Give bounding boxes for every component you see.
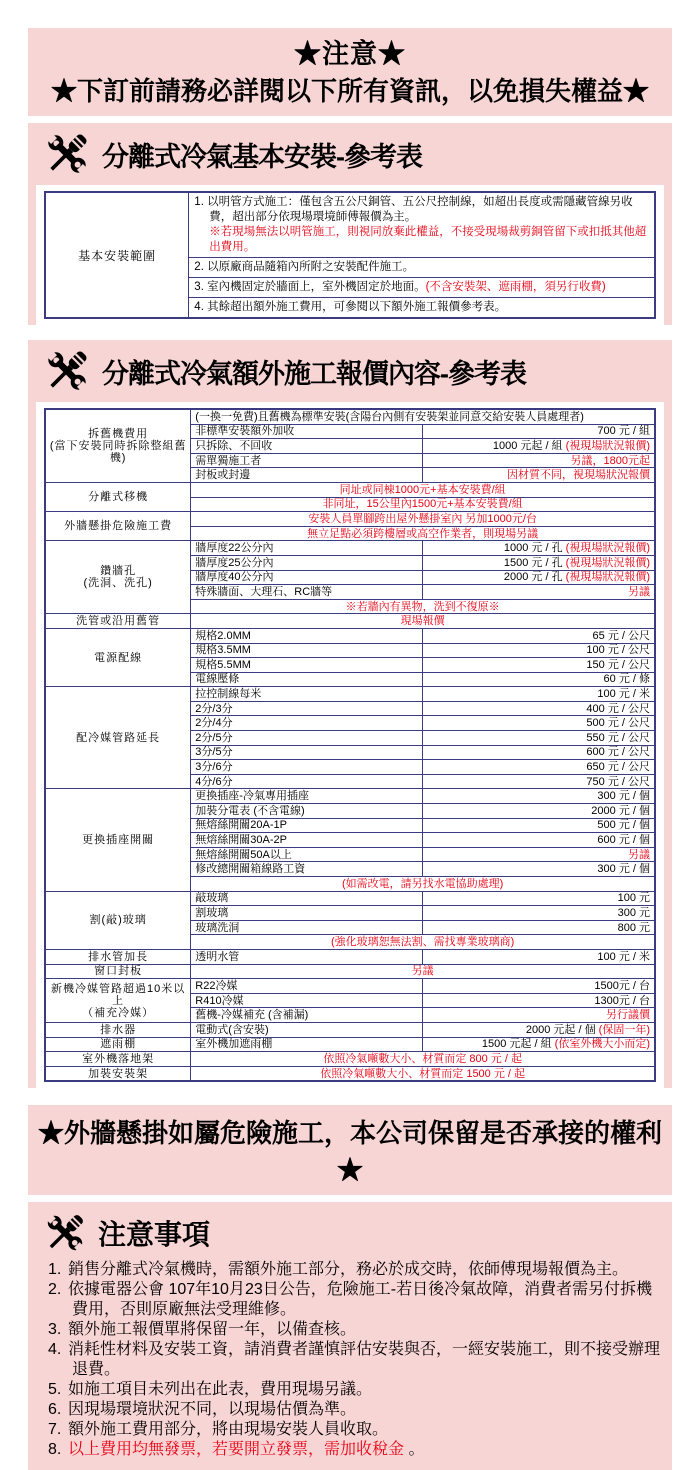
basic-rule-cell [189, 192, 655, 258]
row-group-label: 遮雨棚 [45, 1037, 191, 1052]
notes-section [28, 1202, 672, 1470]
notes-list [42, 1260, 662, 1460]
row-group-label: 外牆懸掛危險施工費 [45, 512, 191, 541]
table-row [45, 789, 655, 804]
table-row [45, 614, 655, 629]
fee-span-cell [191, 614, 655, 629]
note-number: 6. [48, 1401, 62, 1419]
fee-span-cell [191, 1052, 655, 1067]
fee-item-cell: 電線壓條 [191, 672, 423, 687]
fee-item-cell: 只拆除、不回收 [191, 439, 423, 454]
rule-text: 2. 以原廠商品隨箱內所附之安裝配件施工。 [194, 261, 415, 273]
fee-item-cell: 加裝分電表 (不含電線) [191, 804, 423, 819]
fee-value-cell [423, 1022, 655, 1037]
fee-item-cell: 3分/5分 [191, 745, 423, 760]
fee-text: 300 元 [617, 906, 650, 919]
fee-item-cell: 電動式(含安裝) [191, 1022, 423, 1037]
fee-text: 消耗性材料及安裝工資，請消費者謹慎評估安裝與否，一經安裝施工，則不接受辦理退費。 [68, 1341, 661, 1379]
fee-value-cell [423, 789, 655, 804]
fee-item-cell: 牆厚度22公分內 [191, 541, 423, 556]
fee-item-cell: 敲玻璃 [191, 891, 423, 906]
fee-text: 2000 元起 / 個 [525, 1023, 599, 1036]
fee-text: 400 元 / 公尺 [586, 702, 650, 715]
fee-value-cell [423, 453, 655, 468]
rule-warning-text: (不含安裝架、遮雨棚，須另行收費) [425, 281, 606, 293]
fee-span-cell [191, 526, 655, 541]
fee-text: 600 元 / 個 [597, 834, 650, 847]
fee-text: 300 元 / 個 [597, 790, 650, 803]
note-number: 1. [48, 1261, 62, 1279]
fee-text: 以上費用均無發票，若要開立發票，需加收稅金 [68, 1441, 405, 1459]
fee-value-cell [423, 687, 655, 702]
fee-text: 1500元 / 台 [594, 979, 650, 992]
fee-text: 無立足點必須跨樓層或高空作業者，則現場另議 [307, 527, 539, 540]
note-item [48, 1420, 662, 1440]
fee-text: 另議 [411, 965, 434, 978]
note-item [48, 1260, 662, 1280]
fee-text: 650 元 / 公尺 [586, 761, 650, 774]
fee-item-cell: 規格2.0MM [191, 628, 423, 643]
fee-item-cell: 2分/5分 [191, 731, 423, 746]
fee-text: (視現場狀況報價) [565, 439, 650, 452]
note-item [48, 1320, 662, 1340]
rule-text: 4. 其餘超出額外施工費用，可參閱以下額外施工報價參考表。 [194, 301, 507, 313]
fee-value-cell [423, 949, 655, 964]
row-group-label: 分離式移機 [45, 482, 191, 511]
fee-text: (強化玻璃恕無法割、需找專業玻璃商) [330, 936, 515, 949]
fee-item-cell: 3分/6分 [191, 760, 423, 775]
extra-fee-table [44, 408, 656, 1082]
page [0, 28, 700, 1470]
fee-text: 300 元 / 個 [597, 863, 650, 876]
fee-value-cell [423, 541, 655, 556]
fee-value-cell [423, 979, 655, 994]
fee-text: 100 元 / 公尺 [586, 644, 650, 657]
note-number: 8. [48, 1441, 62, 1459]
fee-text: (如需改電，請另找水電協助處理) [341, 877, 504, 890]
row-group-label: 加裝安裝架 [45, 1066, 191, 1081]
extra-fee-card [36, 402, 664, 1088]
fee-text: 60 元 / 條 [603, 673, 650, 686]
fee-value-cell [423, 891, 655, 906]
table-row [45, 541, 655, 556]
fee-value-cell [423, 643, 655, 658]
note-item [48, 1280, 662, 1320]
fee-text: (依室外機大小而定) [554, 1038, 650, 1051]
fee-item-cell: 非標準安裝額外加收 [191, 424, 423, 439]
fee-span-cell [191, 964, 655, 979]
fee-text: 1500 元 / 孔 [503, 556, 566, 569]
fee-text: 100 元 [617, 892, 650, 905]
extra-fee-titlebar [28, 340, 672, 398]
basic-rule-cell [189, 258, 655, 278]
fee-value-cell [423, 555, 655, 570]
table-row [45, 1037, 655, 1052]
fee-text: 100 元 / 米 [597, 688, 650, 701]
fee-text: 500 元 / 公尺 [586, 717, 650, 730]
fee-text: 1500 元起 / 組 [481, 1038, 555, 1051]
row-group-label: 基本安裝範圍 [45, 192, 189, 318]
fee-text: 2000 元 / 孔 [503, 571, 566, 584]
row-group-label: 排水器 [45, 1022, 191, 1037]
row-group-label: 洗管或沿用舊管 [45, 614, 191, 629]
fee-text: 700 元 / 組 [597, 425, 650, 438]
fee-text: 安裝人員單腳跨出屋外懸掛室內 另加1000元/台 [308, 512, 537, 525]
fee-item-cell: 規格5.5MM [191, 658, 423, 673]
fee-span-cell [191, 512, 655, 527]
fee-value-cell [423, 1008, 655, 1023]
extra-fee-title: 分離式冷氣額外施工報價內容-參考表 [102, 358, 526, 389]
basic-install-section [28, 123, 672, 325]
table-row [45, 1052, 655, 1067]
fee-text: 另議 [628, 848, 650, 861]
fee-value-cell [423, 804, 655, 819]
fee-value-cell [423, 570, 655, 585]
notes-title: 注意事項 [98, 1219, 211, 1251]
fee-value-cell [423, 833, 655, 848]
table-row [45, 964, 655, 979]
note-number: 5. [48, 1381, 62, 1399]
fee-item-cell: 修改總開關箱線路工資 [191, 862, 423, 877]
fee-value-cell [423, 672, 655, 687]
fee-value-cell [423, 993, 655, 1008]
fee-value-cell [423, 701, 655, 716]
fee-span-cell [191, 482, 655, 497]
fee-text: (保固一年) [598, 1023, 650, 1036]
basic-install-card [36, 185, 664, 325]
fee-text: 1000 元起 / 組 [492, 439, 566, 452]
table-row [45, 1066, 655, 1081]
fee-text: (視現場狀況報價) [565, 556, 650, 569]
fee-span-cell [191, 877, 655, 892]
fee-value-cell [423, 862, 655, 877]
fee-item-cell: 透明水管 [191, 949, 423, 964]
fee-item-cell: 舊機-冷媒補充 (含補漏) [191, 1008, 423, 1023]
fee-text: 依照冷氣噸數大小、材質而定 800 元 / 起 [323, 1052, 522, 1065]
fee-text: 750 元 / 公尺 [586, 775, 650, 788]
tools-icon [42, 346, 92, 396]
basic-install-title: 分離式冷氣基本安裝-參考表 [102, 141, 422, 172]
note-number: 2. [48, 1281, 62, 1299]
row-group-label: 電源配線 [45, 628, 191, 686]
fee-item-cell: 玻璃洗洞 [191, 920, 423, 935]
fee-span-cell [191, 497, 655, 512]
fee-item-cell: 需單獨施工者 [191, 453, 423, 468]
basic-rule-cell [189, 278, 655, 298]
tools-icon [42, 1210, 88, 1256]
fee-text: 100 元 / 米 [597, 950, 650, 963]
table-row [45, 1022, 655, 1037]
fee-span-cell [191, 1066, 655, 1081]
fee-value-cell [423, 658, 655, 673]
fee-item-cell: 2分/4分 [191, 716, 423, 731]
notes-titlebar [42, 1206, 662, 1260]
fee-value-cell [423, 847, 655, 862]
fee-text: 現場報價 [400, 615, 445, 628]
notice-line-1: ★注意★ [294, 39, 406, 69]
tools-icon [42, 129, 92, 179]
fee-value-cell [423, 716, 655, 731]
note-item [48, 1340, 662, 1380]
row-group-label: 排水管加長 [45, 949, 191, 964]
rule-warning-text: ※若現場無法以明管施工，則視同放棄此權益，不接受現場裁剪銅管留下或扣抵其他超出費用。 [209, 226, 647, 253]
table-row [45, 949, 655, 964]
fee-item-cell: 更換插座-冷氣專用插座 [191, 789, 423, 804]
fee-value-cell [423, 1037, 655, 1052]
note-item [48, 1380, 662, 1400]
fee-value-cell [423, 439, 655, 454]
basic-install-titlebar [28, 123, 672, 181]
fee-text: 800 元 [617, 921, 650, 934]
table-row [45, 482, 655, 497]
fee-value-cell [423, 818, 655, 833]
table-row [45, 891, 655, 906]
table-row [45, 512, 655, 527]
row-group-label: 配冷媒管路延長 [45, 687, 191, 789]
fee-text: 。 [404, 1441, 425, 1459]
fee-item-cell: 規格3.5MM [191, 643, 423, 658]
danger-warning-banner: ★外牆懸掛如屬危險施工，本公司保留是否承接的權利★ [28, 1105, 672, 1195]
fee-text: 150 元 / 公尺 [586, 658, 650, 671]
fee-item-cell: 特殊牆面、大理石、RC牆等 [191, 585, 423, 600]
fee-value-cell [423, 906, 655, 921]
fee-item-cell: 拉控制線每米 [191, 687, 423, 702]
fee-text: (視現場狀況報價) [565, 542, 650, 555]
fee-item-cell: 牆厚度40公分內 [191, 570, 423, 585]
fee-item-cell: 無熔絲開關50A以上 [191, 847, 423, 862]
fee-item-cell: 2分/3分 [191, 701, 423, 716]
fee-value-cell [423, 745, 655, 760]
fee-text: 另議 [628, 585, 650, 598]
note-number: 4. [48, 1341, 62, 1359]
fee-text: 非同址，15公里內1500元+基本安裝費/組 [322, 498, 523, 511]
fee-text: 同址或同棟1000元+基本安裝費/組 [339, 483, 506, 496]
fee-item-cell: R410冷媒 [191, 993, 423, 1008]
fee-text: 1000 元 / 孔 [503, 542, 566, 555]
fee-text: 依照冷氣噸數大小、材質而定 1500 元 / 起 [320, 1067, 526, 1080]
fee-value-cell [423, 920, 655, 935]
row-group-label: 室外機落地架 [45, 1052, 191, 1067]
row-group-label: 新機冷媒管路超過10米以上 （補充冷媒） [45, 979, 191, 1023]
fee-value-cell [423, 774, 655, 789]
fee-span-cell [191, 599, 655, 614]
fee-text: 額外施工費用部分，將由現場安裝人員收取。 [68, 1421, 389, 1439]
fee-text: (視現場狀況報價) [565, 571, 650, 584]
basic-rule-cell [189, 298, 655, 319]
fee-item-cell: 無熔絲開關30A-2P [191, 833, 423, 848]
fee-text: 550 元 / 公尺 [586, 731, 650, 744]
fee-item-cell: 割玻璃 [191, 906, 423, 921]
fee-item-cell: 4分/6分 [191, 774, 423, 789]
fee-value-cell [423, 760, 655, 775]
fee-text: 600 元 / 公尺 [586, 746, 650, 759]
fee-text: 另議，1800元起 [570, 454, 650, 467]
extra-fee-section [28, 340, 672, 1088]
row-group-label: 更換插座開關 [45, 789, 191, 891]
fee-item-cell: 封板或封邊 [191, 468, 423, 483]
fee-text: 1300元 / 台 [594, 994, 650, 1007]
fee-text: 另行議價 [606, 1009, 650, 1022]
fee-item-cell: 無熔絲開關20A-1P [191, 818, 423, 833]
fee-value-cell [423, 628, 655, 643]
table-row [45, 192, 655, 258]
fee-text: 2000 元 / 個 [591, 804, 650, 817]
fee-text: (一換一免費)且舊機為標準安裝(含陽台內側有安裝架並同意交給安裝人員處理者) [195, 410, 584, 423]
fee-span-cell [191, 409, 655, 424]
basic-install-table [44, 191, 656, 319]
top-notice-banner [28, 28, 672, 116]
fee-text: 依據電器公會 107年10月23日公告，危險施工-若日後冷氣故障，消費者需另付拆機費用，否則原廠無法受理維修。 [68, 1281, 653, 1319]
table-row [45, 628, 655, 643]
fee-span-cell [191, 935, 655, 950]
row-group-label: 拆舊機費用 (當下安裝同時拆除整組舊機) [45, 409, 191, 482]
fee-item-cell: 牆厚度25公分內 [191, 555, 423, 570]
table-row [45, 409, 655, 424]
rule-text: 1. 以明管方式施工：僅包含五公尺銅管、五公尺控制線，如超出長度或需隱藏管線另收費，超出部分依現場環境師傅報價為主。 [194, 196, 633, 223]
fee-text: 500 元 / 個 [597, 819, 650, 832]
fee-text: 額外施工報價單將保留一年，以備查核。 [68, 1321, 357, 1339]
fee-text: 因材質不同，視現場狀況報價 [507, 469, 650, 482]
note-item [48, 1400, 662, 1420]
fee-value-cell [423, 585, 655, 600]
note-item [48, 1440, 662, 1460]
fee-text: 因現場環境狀況不同，以現場估價為準。 [68, 1401, 357, 1419]
fee-text: 如施工項目未列出在此表，費用現場另議。 [68, 1381, 373, 1399]
note-number: 7. [48, 1421, 62, 1439]
fee-item-cell: R22冷媒 [191, 979, 423, 994]
table-row [45, 979, 655, 994]
notice-line-2: ★下訂前請務必詳閱以下所有資訊，以免損失權益★ [50, 76, 649, 106]
row-group-label: 鑽牆孔 (洗洞、洗孔) [45, 541, 191, 614]
row-group-label: 割(敲)玻璃 [45, 891, 191, 949]
fee-value-cell [423, 468, 655, 483]
fee-text: 銷售分離式冷氣機時，需額外施工部分，務必於成交時，依師傅現場報價為主。 [68, 1261, 629, 1279]
rule-text: 3. 室內機固定於牆面上，室外機固定於地面。 [194, 281, 426, 293]
fee-value-cell [423, 424, 655, 439]
row-group-label: 窗口封板 [45, 964, 191, 979]
fee-text: ※若牆內有異物，洗到不復原※ [345, 600, 500, 613]
note-number: 3. [48, 1321, 62, 1339]
fee-item-cell: 室外機加遮雨棚 [191, 1037, 423, 1052]
table-row [45, 687, 655, 702]
fee-text: 65 元 / 公尺 [592, 629, 650, 642]
fee-value-cell [423, 731, 655, 746]
